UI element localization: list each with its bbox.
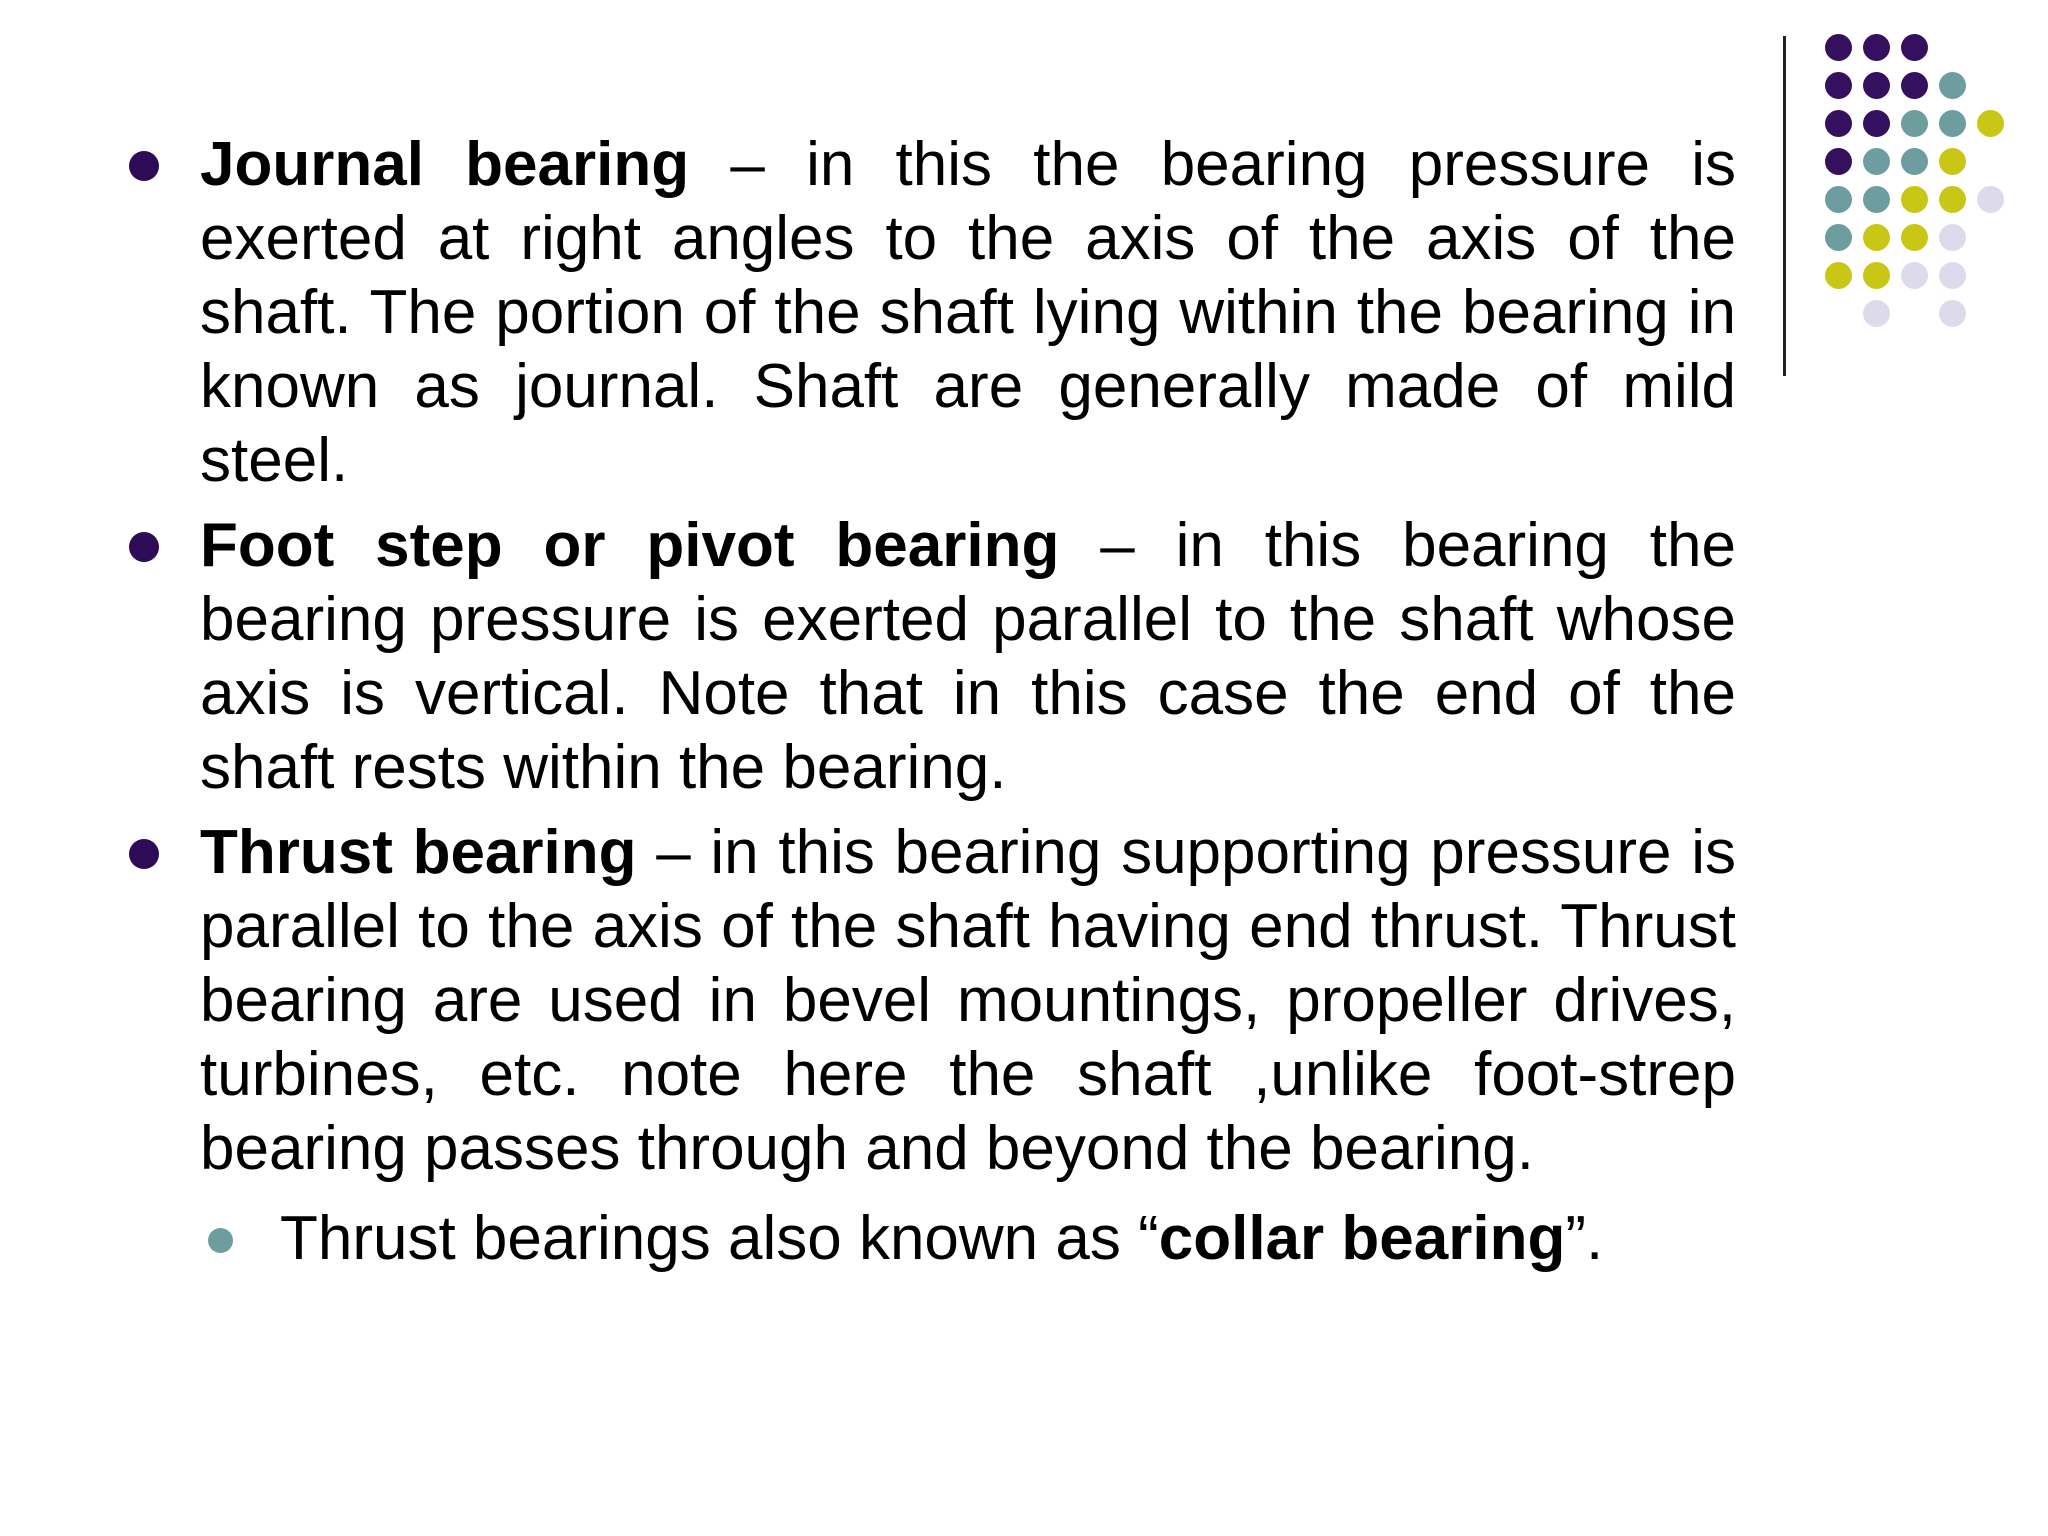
decor-dot [1901, 148, 1928, 175]
decor-dot [1939, 186, 1966, 213]
decor-dot [1939, 72, 1966, 99]
bullet-text: – in this bearing the bearing pressure is exerted parallel to the shaft whose axis is vertical. Note that in this case the end of the shaft rests within the bearing. [200, 511, 1736, 802]
decor-dot [1863, 110, 1890, 137]
decor-dot [1901, 72, 1928, 99]
decor-dot [1863, 34, 1890, 61]
bullet-paragraph [200, 816, 1736, 1186]
decor-dot [1939, 148, 1966, 175]
bullet-dot-icon [129, 839, 159, 869]
decor-dot [1863, 148, 1890, 175]
decor-dot [1939, 300, 1966, 327]
decor-dot [1863, 262, 1890, 289]
decor-dot [1863, 300, 1890, 327]
sub-bullet-collar-bearing [280, 1202, 1736, 1276]
bullet-dot-icon [129, 532, 159, 562]
decor-dot [1825, 224, 1852, 251]
bullet-text: – in this the bearing pressure is exerted at right angles to the axis of the axis of the shaft. The portion of the shaft lying within the bearing in known as journal. Shaft are generally made of mild steel. [200, 130, 1736, 495]
sub-bullet-dot-icon [208, 1228, 233, 1253]
sub-bullet-term: collar bearing [1158, 1204, 1566, 1273]
bullet-term: Journal bearing [200, 130, 690, 199]
bullet-paragraph [200, 128, 1736, 498]
decor-dot [1825, 110, 1852, 137]
sub-bullet-text-before: Thrust bearings also known as “ [280, 1204, 1159, 1273]
decor-dot [1863, 224, 1890, 251]
decor-dot [1901, 262, 1928, 289]
decor-dot [1863, 186, 1890, 213]
bullet-text: – in this bearing supporting pressure is parallel to the axis of the shaft having end thrust. Thrust bearing are used in bevel mountings, propeller drives, turbines, etc. note here the shaft ,unlike foot-strep bearing passes through and beyond the bearing. [200, 818, 1737, 1183]
decor-dot [1863, 72, 1890, 99]
decor-dot [1939, 224, 1966, 251]
decor-dot [1977, 186, 2004, 213]
decor-dot [1825, 262, 1852, 289]
slide-content [200, 128, 1736, 1276]
decor-dot [1939, 262, 1966, 289]
sub-bullet-text-after: ”. [1565, 1204, 1604, 1273]
bullet-term: Foot step or pivot bearing [200, 511, 1060, 580]
decor-dot [1825, 148, 1852, 175]
sub-bullet-paragraph [280, 1202, 1736, 1276]
decor-dot [1939, 110, 1966, 137]
decor-dot [1825, 186, 1852, 213]
decor-dot [1825, 72, 1852, 99]
bullet-foot-step-bearing [200, 509, 1736, 805]
decor-dot [1901, 110, 1928, 137]
bullet-thrust-bearing [200, 816, 1736, 1186]
decor-dot [1901, 186, 1928, 213]
bullet-dot-icon [129, 151, 159, 181]
decor-dot [1901, 224, 1928, 251]
bullet-paragraph [200, 509, 1736, 805]
decor-dot [1825, 34, 1852, 61]
bullet-journal-bearing [200, 128, 1736, 498]
decor-dot [1901, 34, 1928, 61]
bullet-term: Thrust bearing [200, 818, 637, 887]
decor-dot [1977, 110, 2004, 137]
